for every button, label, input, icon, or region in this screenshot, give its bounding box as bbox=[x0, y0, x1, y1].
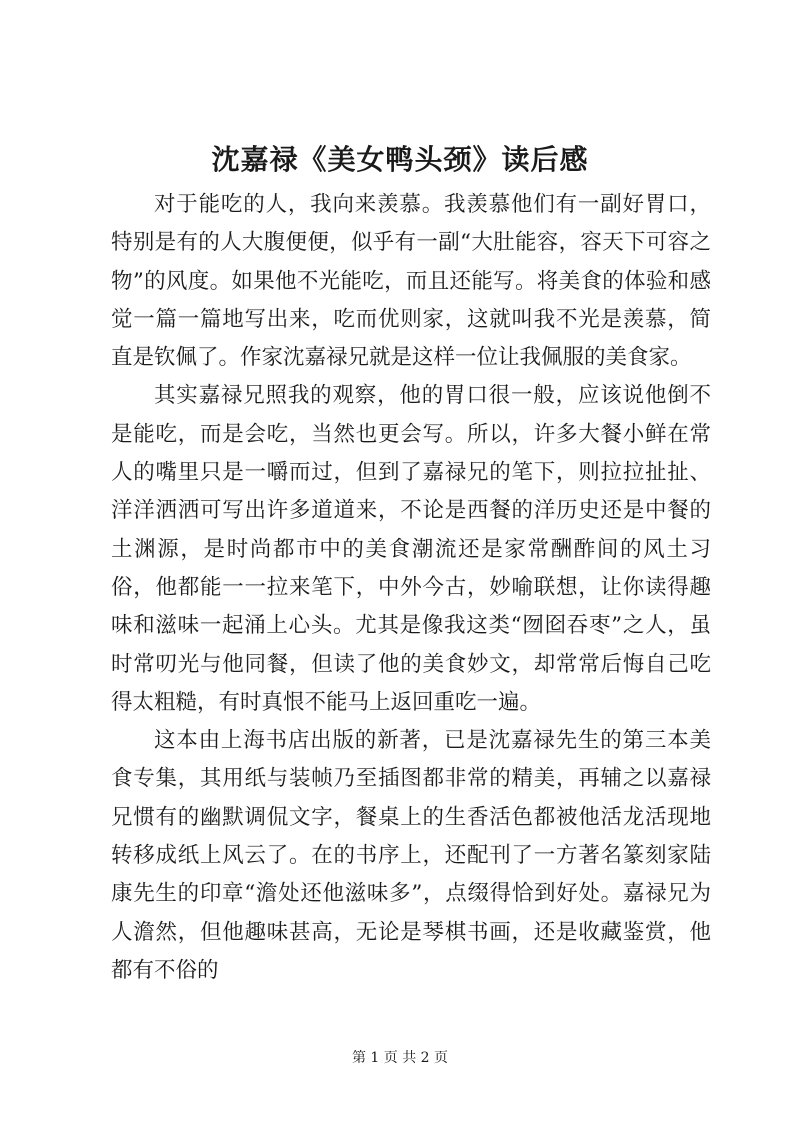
paragraph: 其实嘉禄兄照我的观察，他的胃口很一般，应该说他倒不是能吃，而是会吃，当然也更会写。所以，许多大餐小鲜在常人的嘴里只是一嚼而过，但到了嘉禄兄的笔下，则拉拉扯扯、洋洋洒洒可写出许多道道来，不论是西餐的洋历史还是中餐的土渊源，是时尚都市中的美食潮流还是家常酬酢间的风土习俗，他都能一一拉来笔下，中外今古，妙喻联想，让你读得趣味和滋味一起涌上心头。尤其是像我这类“囫囵吞枣”之人，虽时常叨光与他同餐，但读了他的美食妙文，却常常后悔自己吃得太粗糙，有时真恨不能马上返回重吃一遍。 bbox=[111, 383, 711, 715]
paragraph: 这本由上海书店出版的新著，已是沈嘉禄先生的第三本美食专集，其用纸与装帧乃至插图都非常的精美，再辅之以嘉禄兄惯有的幽默调侃文字，餐桌上的生香活色都被他活龙活现地转移成纸上风云了。在的书序上，还配刊了一方著名篆刻家陆康先生的印章“澹处还他滋味多”，点缀得恰到好处。嘉禄兄为人澹然，但他趣味甚高，无论是琴棋书画，还是收藏鉴赏，他都有不俗的 bbox=[111, 728, 711, 983]
paragraph: 对于能吃的人，我向来羡慕。我羡慕他们有一副好胃口，特别是有的人大腹便便，似乎有一副“大肚能容，容天下可容之物”的风度。如果他不光能吃，而且还能写。将美食的体验和感觉一篇一篇地写出来，吃而优则家，这就叫我不光是羡慕，简直是钦佩了。作家沈嘉禄兄就是这样一位让我佩服的美食家。 bbox=[111, 192, 711, 371]
page-footer: 第 1 页 共 2 页 bbox=[351, 1050, 449, 1066]
article-body bbox=[111, 186, 711, 990]
page-title: 沈嘉禄《美女鸭头颈》读后感 bbox=[211, 143, 589, 176]
